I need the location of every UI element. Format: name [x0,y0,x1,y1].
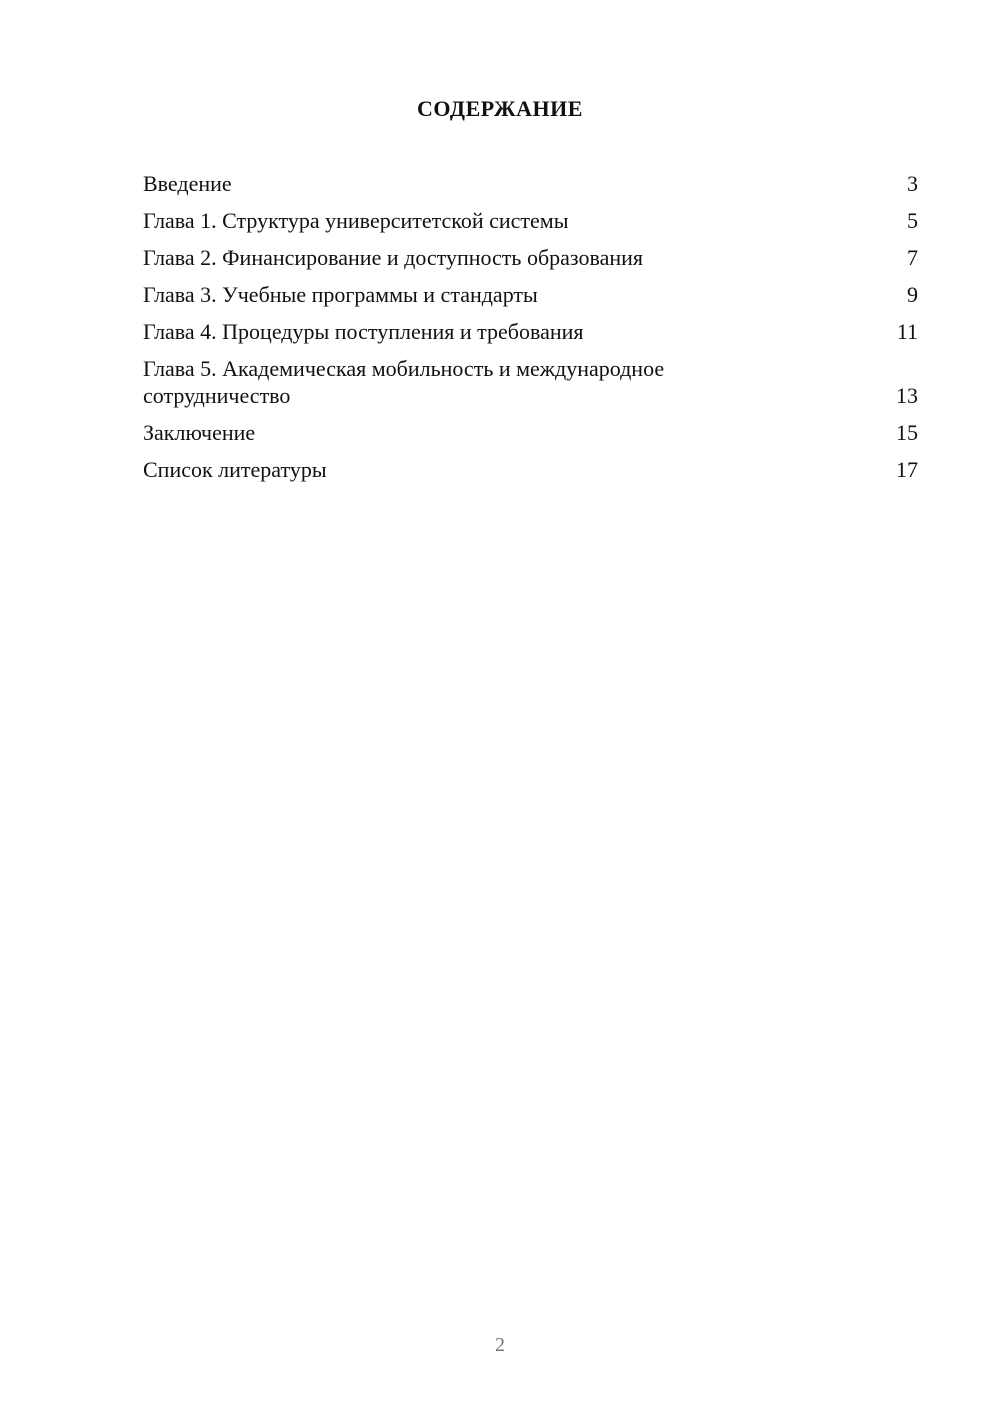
toc-entry-page: 15 [896,420,918,445]
toc-entry-title: Глава 2. Финансирование и доступность образования [143,245,644,270]
toc-entry-chapter-3 [143,281,918,308]
toc-entry-chapter-1 [143,207,918,234]
toc-heading: СОДЕРЖАНИЕ [417,96,583,121]
toc-entry-conclusion [143,419,918,446]
toc-entry-chapter-2 [143,244,918,271]
toc-entry-page: 9 [907,282,918,307]
table-of-contents [143,170,918,493]
toc-entry-references [143,456,918,483]
toc-entry-title: Глава 5. Академическая мобильность и международное сотрудничество [143,356,665,408]
toc-entry-title: Заключение [143,420,256,445]
toc-entry-chapter-4 [143,318,918,345]
toc-entry-page: 17 [896,457,918,482]
page-number: 2 [495,1334,505,1356]
toc-entry-page: 3 [907,171,918,196]
toc-entry-page: 7 [907,245,918,270]
toc-entry-introduction [143,170,918,197]
toc-entry-title: Глава 1. Структура университетской системы [143,208,569,233]
toc-entry-title: Список литературы [143,457,327,482]
toc-entry-page: 11 [896,319,918,344]
toc-entry-chapter-5 [143,355,918,409]
toc-entry-page: 5 [907,208,918,233]
toc-entry-title: Введение [143,171,232,196]
toc-entry-title: Глава 4. Процедуры поступления и требования [143,319,584,344]
toc-entry-page: 13 [896,383,918,408]
toc-entry-title: Глава 3. Учебные программы и стандарты [143,282,538,307]
